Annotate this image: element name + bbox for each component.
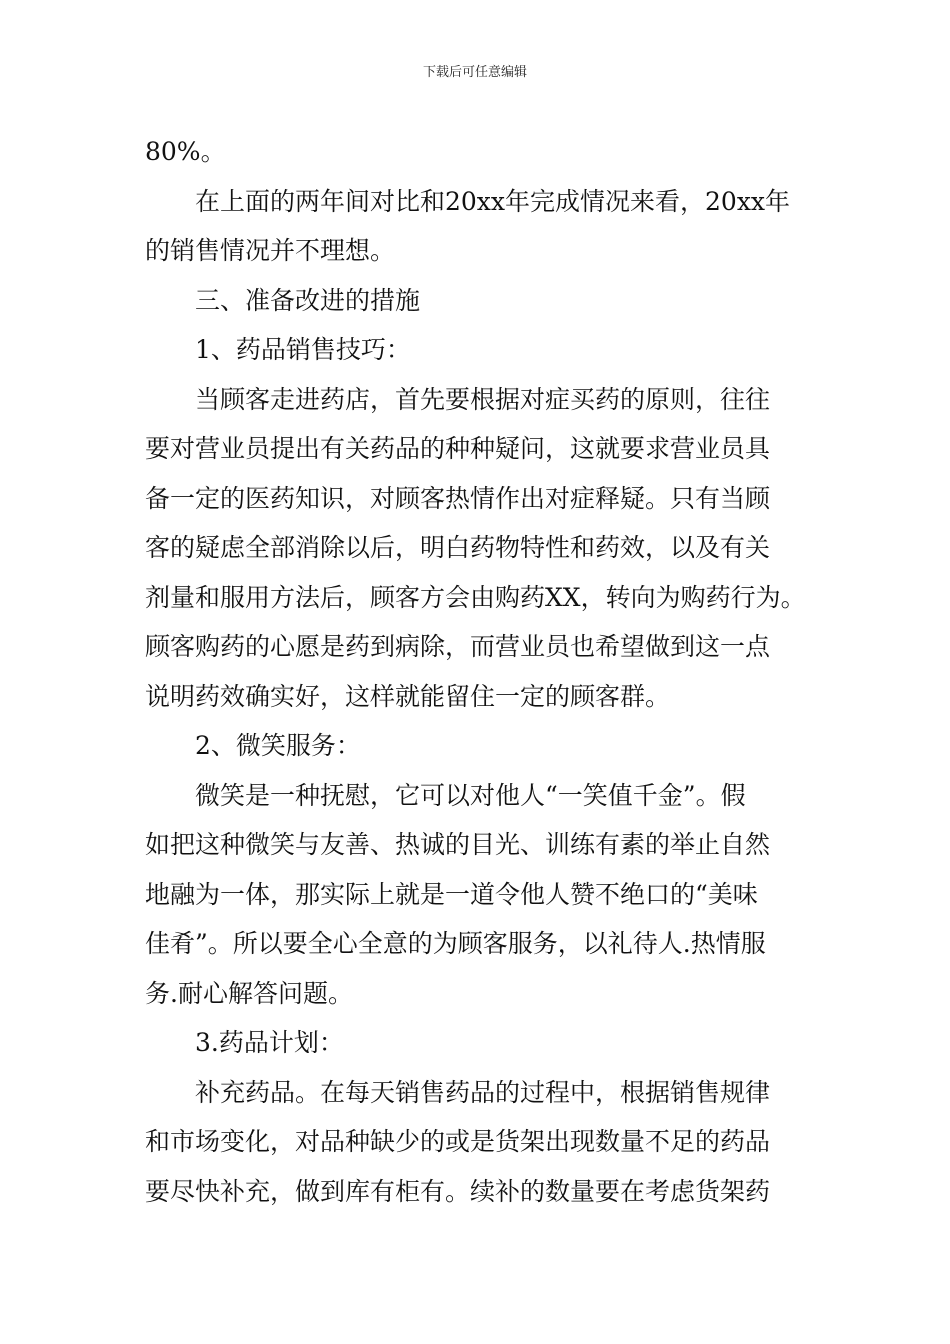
section-heading: 三、准备改进的措施	[195, 285, 421, 315]
text-line: 剂量和服用方法后，顾客方会由购药XX，转向为购药行为。	[145, 582, 806, 612]
subsection-heading: 2、微笑服务：	[195, 731, 361, 760]
document-body	[145, 127, 817, 1216]
text-line: 如把这种微笑与友善、热诚的目光、训练有素的举止自然	[145, 830, 771, 859]
text-line: 的销售情况并不理想。	[145, 236, 396, 265]
text-line: 地融为一体，那实际上就是一道令他人赞不绝口的“美味	[145, 879, 758, 909]
text-line: 佳肴”。所以要全心全意的为顾客服务，以礼待人.热情服	[145, 929, 766, 958]
text-line: 80%。	[145, 137, 226, 166]
text-line: 要对营业员提出有关药品的种种疑问，这就要求营业员具	[145, 434, 771, 463]
text-line: 补充药品。在每天销售药品的过程中，根据销售规律	[195, 1077, 771, 1107]
text-line: 顾客购药的心愿是药到病除，而营业员也希望做到这一点	[145, 632, 771, 661]
text-line: 务.耐心解答问题。	[145, 978, 353, 1008]
subsection-heading: 1、药品销售技巧：	[195, 335, 411, 364]
text-line: 说明药效确实好，这样就能留住一定的顾客群。	[145, 681, 671, 711]
text-line: 微笑是一种抚慰，它可以对他人“一笑值千金”。假	[195, 780, 746, 810]
text-line: 当顾客走进药店，首先要根据对症买药的原则，往往	[195, 384, 771, 414]
text-line: 客的疑虑全部消除以后，明白药物特性和药效，以及有关	[145, 533, 771, 562]
text-line: 在上面的两年间对比和20xx年完成情况来看，20xx年	[195, 186, 791, 216]
page-header-note: 下载后可任意编辑	[422, 65, 527, 80]
text-line: 要尽快补充，做到库有柜有。续补的数量要在考虑货架药	[145, 1176, 771, 1206]
text-line: 备一定的医药知识，对顾客热情作出对症释疑。只有当顾	[145, 483, 771, 513]
text-line: 和市场变化，对品种缺少的或是货架出现数量不足的药品	[145, 1127, 771, 1156]
subsection-heading: 3.药品计划：	[195, 1028, 344, 1057]
